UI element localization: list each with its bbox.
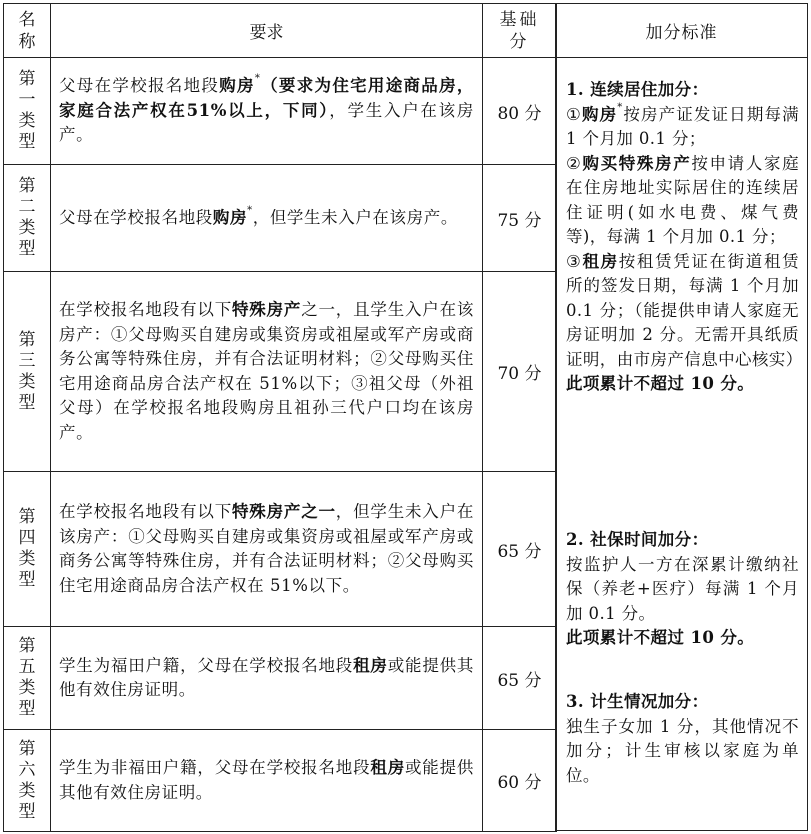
table-row xyxy=(4,165,557,272)
type-requirements-table xyxy=(3,3,557,832)
bonus-section-family-planning xyxy=(566,690,799,788)
table-row xyxy=(4,58,557,165)
table-row xyxy=(4,730,557,832)
type-requirement: 学生为非福田户籍，父母在学校报名地段租房或能提供其他有效住房证明。 xyxy=(51,730,483,832)
bonus-body xyxy=(556,58,807,830)
bonus-text-family-planning: 独生子女加 1 分，其他情况不加分；计生审核以家庭为单位。 xyxy=(566,716,799,785)
type-name: 第五类型 xyxy=(4,627,51,730)
type-requirement: 父母在学校报名地段购房*（要求为住宅用途商品房，家庭合法产权在51%以上，下同），学生入户在该房产。 xyxy=(51,58,483,165)
bonus-item-purchase: ①购房*按房产证发证日期每满 1 个月加 0.1 分； xyxy=(566,101,799,148)
type-name: 第四类型 xyxy=(4,472,51,627)
header-row xyxy=(4,4,557,58)
header-requirement: 要求 xyxy=(51,4,483,58)
header-bonus: 加分标准 xyxy=(556,4,807,58)
bonus-item-special: ②购买特殊房产按申请人家庭在住房地址实际居住的连续居住证明(如水电费、煤气费等)，每满 1 个月加 0.1 分； xyxy=(566,153,800,246)
bonus-section-social-security xyxy=(566,528,799,651)
base-score: 75 分 xyxy=(483,165,557,272)
type-requirement: 父母在学校报名地段购房*，但学生未入户在该房产。 xyxy=(51,165,483,272)
bonus-title-residence: 1. 连续居住加分： xyxy=(566,80,709,99)
bonus-section-residence xyxy=(566,78,803,397)
bonus-cap-residence: 此项累计不超过 10 分。 xyxy=(566,374,755,393)
base-score: 65 分 xyxy=(483,472,557,627)
type-requirement: 在学校报名地段有以下特殊房产之一，但学生未入户在该房产：①父母购买自建房或集资房或祖屋或军产房或商务公寓等特殊住房，并有合法证明材料；②父母购买住宅用途商品房合法产权在 51%以下。 xyxy=(51,472,483,627)
type-name: 第三类型 xyxy=(4,272,51,472)
bonus-cap-social-security: 此项累计不超过 10 分。 xyxy=(566,628,755,647)
bonus-item-rent: ③租房按租赁凭证在街道租赁所的签发日期，每满 1 个月加 0.1 分；（能提供申请人家庭无房证明加 2 分。无需开具纸质证明，由市房产信息中心核实） xyxy=(566,251,803,369)
base-score: 70 分 xyxy=(483,272,557,472)
base-score: 60 分 xyxy=(483,730,557,832)
admission-table xyxy=(3,3,808,831)
type-name: 第六类型 xyxy=(4,730,51,832)
table-row xyxy=(4,472,557,627)
header-score: 基础分 xyxy=(483,4,557,58)
table-row xyxy=(4,627,557,730)
type-name: 第二类型 xyxy=(4,165,51,272)
bonus-title-social-security: 2. 社保时间加分： xyxy=(566,530,709,549)
bonus-title-family-planning: 3. 计生情况加分： xyxy=(566,692,709,711)
bonus-column xyxy=(555,3,808,831)
base-score: 65 分 xyxy=(483,627,557,730)
table-row xyxy=(4,272,557,472)
bonus-text-social-security: 按监护人一方在深累计缴纳社保（养老+医疗）每满 1 个月加 0.1 分。 xyxy=(566,554,799,623)
type-requirement: 在学校报名地段有以下特殊房产之一，且学生入户在该房产：①父母购买自建房或集资房或祖屋或军产房或商务公寓等特殊住房，并有合法证明材料；②父母购买住宅用途商品房合法产权在 51%以下；③祖父母（外祖父母）在学校报名地段购房且祖孙三代户口均在该房产。 xyxy=(51,272,483,472)
type-requirement: 学生为福田户籍，父母在学校报名地段租房或能提供其他有效住房证明。 xyxy=(51,627,483,730)
header-name: 名称 xyxy=(4,4,51,58)
base-score: 80 分 xyxy=(483,58,557,165)
type-name: 第一类型 xyxy=(4,58,51,165)
